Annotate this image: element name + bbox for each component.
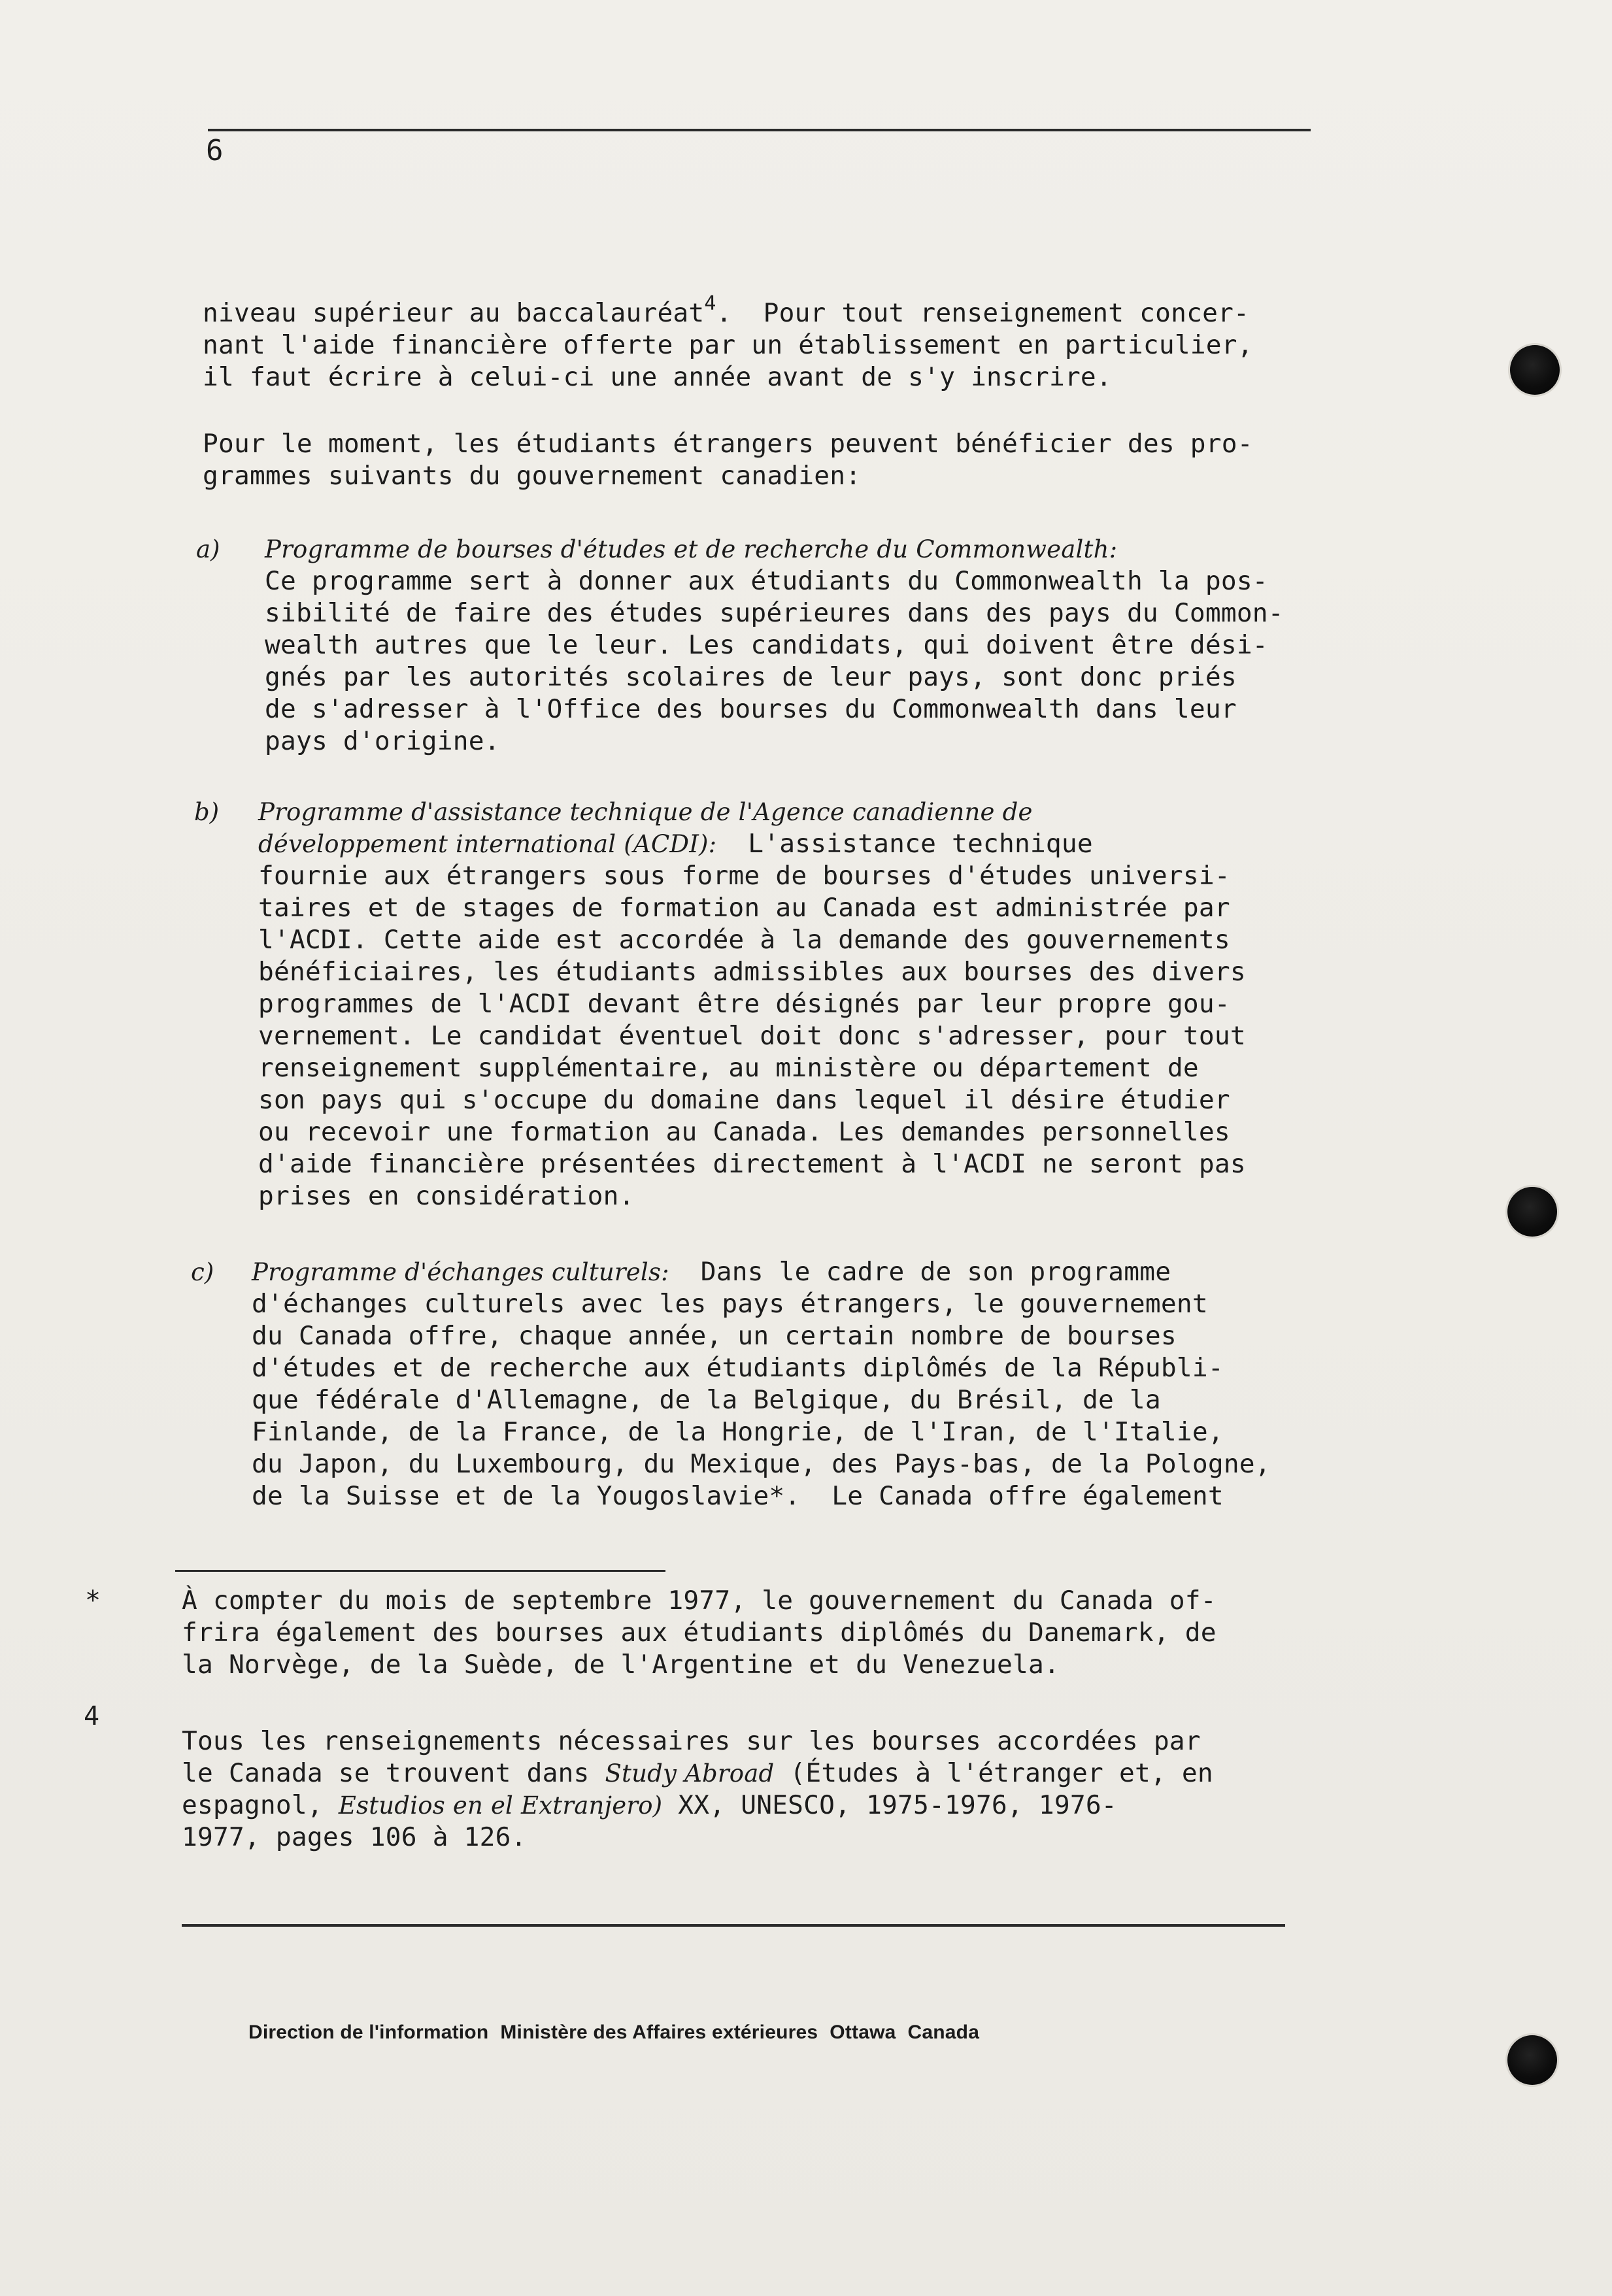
programs-intro-paragraph: Pour le moment, les étudiants étrangers peuvent bénéficier des pro- grammes suivants du gouvernement canadien: [203,429,1253,491]
program-acdi-text-start: L'assistance technique [716,829,1093,859]
footnote-4-line2-post: (Études à l'étranger et, en [774,1758,1213,1788]
program-cultural-text-start: Dans le cadre de son programme [669,1257,1171,1287]
top-rule [208,129,1311,131]
footer-org-country: Canada [907,2021,980,2043]
footer-org-direction: Direction de l'information [248,2021,489,2043]
footnote-4-line3-pre: espagnol, [182,1790,339,1820]
program-cultural-text: d'échanges culturels avec les pays étrangers, le gouvernement du Canada offre, chaque année, un certain nombre de bourses d'études et de recherche aux étudiants diplômés de la Républi- que fédérale d'Allemagne, de la Belgique, du Brésil, de la Finlande, de la France, de la Hongrie, de l'Iran, de l'Italie, du Japon, du Luxembourg, du Mexique, des Pays-bas, de la Pologne, de la Suisse et de la Yougoslavie*. Le Canada offre également [252,1289,1271,1511]
list-marker-a: a) [196,535,220,563]
footnote-star-text: À compter du mois de septembre 1977, le gouvernement du Canada of- frira également des bourses aux étudiants diplômés du Danemark, de la Norvège, de la Suède, de l'Argentine et du Venezuela. [182,1586,1217,1680]
punch-hole [1507,2035,1557,2085]
footnote-star-marker: * [85,1586,101,1616]
footnote-4-estudios: Estudios en el Extranjero) [338,1791,663,1820]
program-commonwealth [265,533,1284,757]
footnote-4-line2-pre: le Canada se trouvent dans [182,1758,605,1788]
list-marker-c: c) [191,1258,214,1286]
program-acdi-title-line2: développement international (ACDI): [258,830,717,858]
footnote-ref-4: 4 [704,292,716,315]
footnote-4-line1: Tous les renseignements nécessaires sur les bourses accordées par [182,1726,1201,1756]
punch-hole [1507,1187,1557,1237]
program-acdi-title-line1: Programme d'assistance technique de l'Agence canadienne de [258,798,1033,826]
program-acdi-text: fournie aux étrangers sous forme de bourses d'études universi- taires et de stages de formation au Canada est administrée par l'ACDI. Cette aide est accordée à la demande des gouvernements bénéficiaires, les étudiants admissibles aux bourses des divers programmes de l'ACDI devant être désignés par leur propre gou- vernement. Le candidat éventuel doit donc s'adresser, pour tout renseignement supplémentaire, au ministère ou département de son pays qui s'occupe du domaine dans lequel il désire étudier ou recevoir une formation au Canada. Les demandes personnelles d'aide financière présentées directement à l'ACDI ne seront pas prises en considération. [258,861,1246,1211]
intro-line1-tail: . Pour tout renseignement concer- [716,298,1250,328]
program-cultural-exchanges [252,1256,1271,1512]
footer-org-ministry: Ministère des Affaires extérieures [500,2021,818,2043]
footnote-4-line4: 1977, pages 106 à 126. [182,1822,527,1852]
footer-publisher [248,2021,991,2044]
footer-org-city: Ottawa [830,2021,896,2043]
bottom-rule [182,1924,1285,1927]
punch-hole [1510,345,1560,395]
footnote-4-line3-post: XX, UNESCO, 1975-1976, 1976- [662,1790,1117,1820]
intro-paragraph [203,292,1253,393]
list-marker-b: b) [194,798,220,826]
program-commonwealth-text: Ce programme sert à donner aux étudiants du Commonwealth la pos- sibilité de faire des études supérieures dans des pays du Common- wealth autres que le leur. Les candidats, qui doivent être dési- gnés par les autorités scolaires de leur pays, sont donc priés de s'adresser à l'Office des bourses du Commonwealth dans leur pays d'origine. [265,566,1284,756]
footnote-4-study-abroad: Study Abroad [605,1759,775,1788]
page-number: 6 [206,134,224,167]
program-cultural-title: Programme d'échanges culturels: [252,1258,669,1286]
footnote-4-marker: 4 [84,1701,100,1731]
intro-rest-text: nant l'aide financière offerte par un établissement en particulier, il faut écrire à celui-ci une année avant de s'y inscrire. [203,330,1253,392]
footnote-separator [175,1570,665,1572]
footnote-4-text [182,1725,1213,1854]
program-commonwealth-title: Programme de bourses d'études et de recherche du Commonwealth: [265,535,1118,563]
program-acdi [258,796,1246,1212]
intro-line1-text: niveau supérieur au baccalauréat [203,298,705,328]
